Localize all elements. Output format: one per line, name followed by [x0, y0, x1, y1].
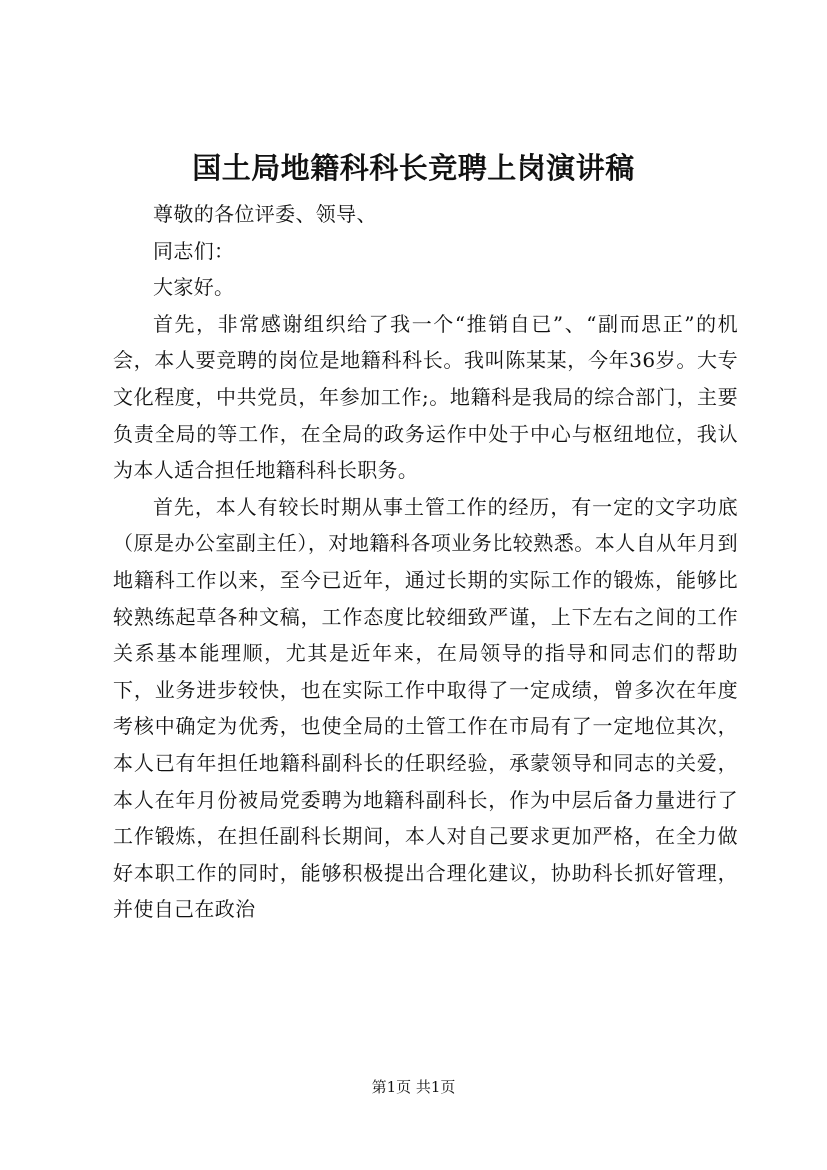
document-body: [113, 196, 738, 928]
salutation-line: 尊敬的各位评委、领导、: [153, 202, 377, 226]
body-paragraph: 首先，非常感谢组织给了我一个“推销自已”、“副而思正”的机会，本人要竞聘的岗位是地籍科科长。我叫陈某某，今年36岁。大专文化程度，中共党员，年参加工作;。地籍科是我局的综合部门，主要负责全局的等工作，在全局的政务运作中处于中心与枢纽地位，我认为本人适合担任地籍科科长职务。: [113, 311, 738, 483]
document-title: 国土局地籍科科长竞聘上岗演讲稿: [192, 151, 635, 185]
body-paragraph: 首先，本人有较长时期从事土管工作的经历，有一定的文字功底（原是办公室副主任），对地籍科各项业务比较熟悉。本人自从年月到地籍科工作以来，至今已近年，通过长期的实际工作的锻炼，能够比较熟练起草各种文稿，工作态度比较细致严谨，上下左右之间的工作关系基本能理顺，尤其是近年来，在局领导的指导和同志们的帮助下，业务进步较快，也在实际工作中取得了一定成绩，曾多次在年度考核中确定为优秀，也使全局的土管工作在市局有了一定地位其次，本人已有年担任地籍科副科长的任职经验，承蒙领导和同志的关爱，本人在年月份被局党委聘为地籍科副科长，作为中层后备力量进行了工作锻炼，在担任副科长期间，本人对自己要求更加严格，在全力做好本职工作的同时，能够积极提出合理化建议，协助科长抓好管理，并使自己在政治: [113, 494, 738, 922]
greeting-line: 大家好。: [153, 275, 235, 300]
page-footer: 第1页 共1页: [371, 1078, 456, 1096]
salutation-line: 同志们：: [153, 238, 235, 263]
